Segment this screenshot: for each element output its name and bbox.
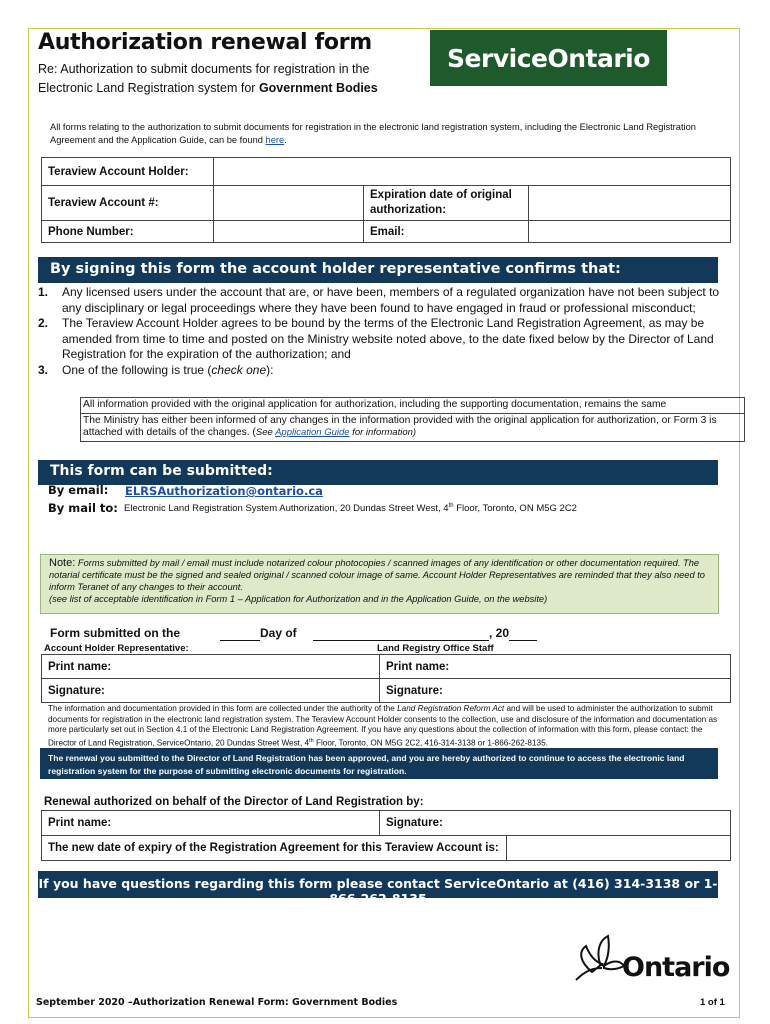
rep-print-name-field[interactable] (42, 655, 380, 679)
privacy-act: Land Registration Reform Act (397, 704, 505, 713)
holder-field[interactable] (214, 158, 731, 186)
privacy-notice (48, 704, 733, 749)
signature-table (41, 654, 731, 703)
here-link[interactable]: here (265, 135, 285, 145)
rep-signature-field[interactable] (42, 679, 380, 703)
ontario-logo-text: Ontario (622, 952, 730, 983)
month-field[interactable] (313, 626, 537, 641)
subtitle-prefix: Electronic Land Registration system for (38, 81, 259, 95)
serviceontario-logo: ServiceOntario (430, 30, 667, 86)
mail-prefix: Electronic Land Registration System Authorization, 20 Dundas Street West, 4 (124, 503, 449, 515)
list-item (38, 363, 730, 379)
rep-print-name-label: Print name: (48, 660, 112, 673)
new-date-field[interactable] (507, 836, 731, 861)
item-text: The Teraview Account Holder agrees to be bound by the terms of the Electronic Land Registration Agreement, as may be amended from time to time and posted on the Ministry website noted above, to the date fixed below by the Director of Land Registration for the expiration of the authorization; and (62, 316, 714, 361)
note-text: Forms submitted by mail / email must include notarized colour photocopies / scanned images of any identification or other documentation required. The notarial certificate must be the signed and sealed original / scanned colour image of same. Account Holder Representatives are reminded that they also need to inform Teranet of any changes to their account. (49, 558, 705, 592)
mail-address (124, 503, 577, 514)
account-table (41, 157, 731, 243)
staff-print-name-field[interactable] (380, 655, 731, 679)
new-date-label: The new date of expiry of the Registration Agreement for this Teraview Account is: (42, 836, 507, 861)
intro-body: All forms relating to the authorization to submit documents for registration in the electronic land registration system, including the Electronic Land Registration Agreement and the Application Guide, can be found (50, 122, 696, 145)
confirm-list (38, 285, 730, 378)
renewal-header: Renewal authorized on behalf of the Director of Land Registration by: (44, 796, 424, 808)
item-prefix: One of the following is true ( (62, 362, 212, 377)
intro-end: . (284, 135, 287, 145)
phone-field[interactable] (214, 221, 364, 243)
intro-text (50, 121, 730, 147)
contact-banner: If you have questions regarding this form please contact ServiceOntario at (416) 314-3138 or 1-866-262-8135 (38, 871, 718, 898)
subtitle-bold: Government Bodies (258, 81, 378, 95)
email-label: Email: (364, 221, 529, 243)
approved-banner: The renewal you submitted to the Director of Land Registration has been approved, and you are hereby authorized to continue to access the electronic land registration system for the purpose of submitting electronic documents for registration. (40, 748, 718, 779)
item-text (62, 363, 273, 379)
item-number: 2. (38, 316, 49, 330)
choice2-end: for information) (349, 427, 417, 438)
page-subtitle (38, 60, 418, 98)
list-item (38, 285, 730, 316)
renewal-signature-field[interactable] (380, 811, 731, 836)
note-box (40, 554, 719, 614)
day-of-label: Day of (260, 626, 297, 640)
expiration-label: Expiration date of original authorization: (364, 186, 529, 221)
mail-sup: th (448, 503, 454, 509)
choice-table (80, 397, 745, 442)
rep-header: Account Holder Representative: (44, 643, 189, 654)
renewal-table (41, 810, 731, 861)
privacy-p3: Floor, Toronto, ON M5G 2C2, 416-314-3138 or 1-866-262-8135. (313, 738, 548, 748)
choice2-see: See (255, 427, 276, 438)
by-mail-label: By mail to: (48, 501, 118, 515)
renewal-signature-label: Signature: (386, 817, 443, 829)
item-number: 3. (38, 362, 49, 377)
subtitle-line-2 (38, 79, 418, 98)
account-number-field[interactable] (214, 186, 364, 221)
footer-left: September 2020 –Authorization Renewal Form: Government Bodies (36, 997, 398, 1008)
choice-option-2[interactable] (81, 413, 745, 441)
renewal-print-name-field[interactable] (42, 811, 380, 836)
staff-signature-field[interactable] (380, 679, 731, 703)
day-field[interactable] (220, 626, 297, 641)
renewal-print-name-label: Print name: (48, 817, 112, 829)
staff-signature-label: Signature: (386, 684, 443, 697)
email-link[interactable]: ELRSAuthorization@ontario.ca (125, 484, 323, 498)
submit-banner: This form can be submitted: (38, 460, 718, 485)
rep-signature-label: Signature: (48, 684, 105, 697)
choice-option-1[interactable]: All information provided with the original application for authorization, including the supporting documentation, remains the same (81, 398, 745, 414)
year-prefix: , 20 (489, 626, 510, 640)
application-guide-link[interactable]: Application Guide (275, 427, 350, 438)
page-title: Authorization renewal form (38, 30, 372, 55)
form-submitted-label: Form submitted on the (50, 626, 180, 640)
list-item (38, 316, 730, 363)
item-number: 1. (38, 285, 49, 299)
mail-suffix: Floor, Toronto, ON M5G 2C2 (453, 503, 577, 515)
confirm-banner: By signing this form the account holder representative confirms that: (38, 257, 718, 283)
privacy-p2: and will be used to administer the authorization to submit documents for registration in the electronic land registration system. The Teraview Account Holder consents to the collection, use and disclosure of the information and documentation as more particularly set out in Section 4.1 of the Electronic Land Registration Agreement. If you have any questions about the collection of information with this form, please contact: the Director of Land Registration, ServiceOntario, 20 Dundas Street West, 4 (48, 704, 718, 748)
subtitle-line-1: Re: Authorization to submit documents for registration in the (38, 62, 370, 76)
expiration-field[interactable] (529, 186, 731, 221)
page-number: 1 of 1 (700, 997, 725, 1008)
staff-print-name-label: Print name: (386, 660, 450, 673)
holder-label: Teraview Account Holder: (42, 158, 214, 186)
choice2-text: The Ministry has either been informed of any changes in the information provided with the original application for authorization, or Form 3 is attached with details of the changes. ( (83, 414, 717, 438)
note-text-2: (see list of acceptable identification in Form 1 – Application for Authorization and in the Application Guide, on the website) (49, 594, 548, 604)
staff-header: Land Registry Office Staff (377, 643, 494, 654)
phone-label: Phone Number: (42, 221, 214, 243)
privacy-p1: The information and documentation provided in this form are collected under the authority of the (48, 704, 398, 713)
item-italic: check one (211, 362, 267, 377)
account-number-label: Teraview Account #: (42, 186, 214, 221)
item-text: Any licensed users under the account that are, or have been, members of a regulated organization have not been subject to any disciplinary or legal proceedings where they have been found to have engaged in fraud or professional misconduct; (62, 285, 720, 315)
by-email-label: By email: (48, 483, 109, 497)
email-field[interactable] (529, 221, 731, 243)
item-suffix: ): (266, 362, 274, 377)
privacy-sup: th (309, 737, 314, 744)
note-label: Note: (49, 557, 76, 569)
